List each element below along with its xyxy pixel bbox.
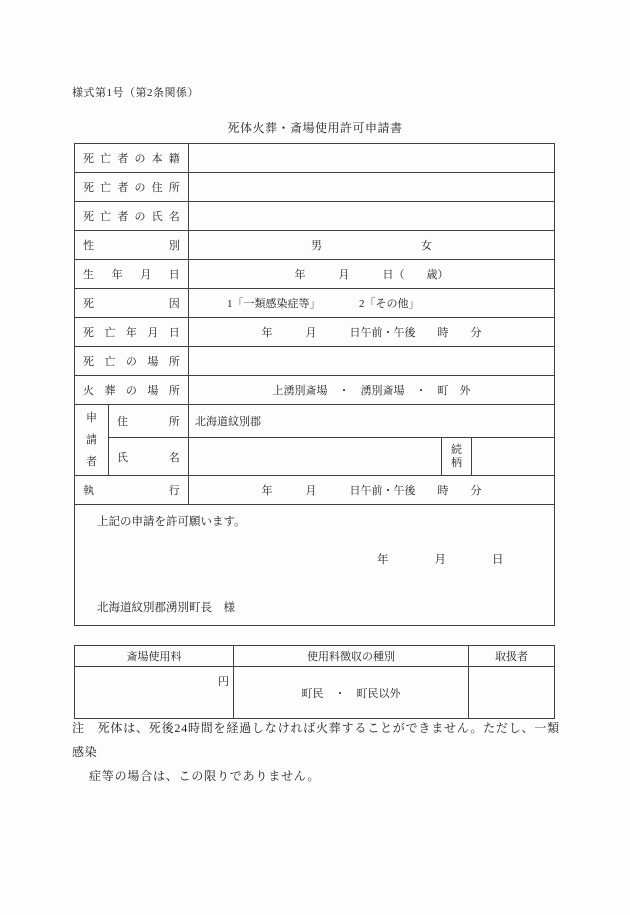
cremation-place-label: 火 葬 の 場 所 [75,376,189,405]
applicant-address-field: 北海道紋別郡 [189,405,555,438]
form-number: 様式第1号（第2条関係） [72,87,199,99]
handler-header: 取扱者 [469,646,555,667]
row-applicant-name [75,438,555,476]
birth-date-field: 年 月 日（ 歳） [189,260,555,289]
deceased-address-label: 死 亡 者 の 住 所 [75,173,189,202]
fee-table [74,645,555,719]
applicant-group-label: 申請者 [75,405,109,476]
application-table [74,143,555,626]
deceased-name-field [189,202,555,231]
document-title: 死体火葬・斎場使用許可申請書 [227,121,403,135]
handler-field [469,667,555,719]
deceased-address-field [189,173,555,202]
row-deceased-domicile [75,144,555,173]
footnote-line-2: 症等の場合は、この限りでありません。 [89,769,321,783]
row-death-place [75,347,555,376]
row-birth-date [75,260,555,289]
footnote [72,716,564,788]
row-sex [75,231,555,260]
death-place-field [189,347,555,376]
death-place-label: 死 亡 の 場 所 [75,347,189,376]
row-cremation-place [75,376,555,405]
row-request [75,505,555,626]
cremation-place-options: 上湧別斎場 ・ 湧別斎場 ・ 町 外 [189,376,555,405]
deceased-domicile-field [189,144,555,173]
request-section [75,505,555,626]
row-execution [75,476,555,505]
relationship-label: 続柄 [442,438,472,476]
applicant-name-field [189,438,442,476]
death-date-field: 年 月 日午前・午後 時 分 [189,318,555,347]
request-text: 上記の申請を許可願います。 [97,516,246,528]
fee-type-options: 町民 ・ 町民以外 [234,667,469,719]
fee-amount-field: 円 [75,667,234,719]
fee-table-body-row [75,667,555,719]
execution-label: 執 行 [75,476,189,505]
request-date-line: 年 月 日 [377,554,504,566]
deceased-domicile-label: 死 亡 者 の 本 籍 [75,144,189,173]
birth-date-label: 生 年 月 日 [75,260,189,289]
sex-label: 性 別 [75,231,189,260]
row-applicant-address [75,405,555,438]
footnote-line-1: 注 死体は、死後24時間を経過しなければ火葬することができません。ただし、一類感染 [72,721,560,759]
cause-of-death-options: 1「一類感染症等」 2「その他」 [189,289,555,318]
cause-of-death-label: 死 因 [75,289,189,318]
sex-options: 男 女 [189,231,555,260]
fee-type-header: 使用料徴収の種別 [234,646,469,667]
row-cause-of-death [75,289,555,318]
death-date-label: 死 亡 年 月 日 [75,318,189,347]
fee-header: 斎場使用料 [75,646,234,667]
fee-table-header-row [75,646,555,667]
execution-field: 年 月 日午前・午後 時 分 [189,476,555,505]
row-deceased-name [75,202,555,231]
applicant-name-label: 氏 名 [109,438,189,476]
deceased-name-label: 死 亡 者 の 氏 名 [75,202,189,231]
relationship-field [472,438,555,476]
row-death-date [75,318,555,347]
row-deceased-address [75,173,555,202]
addressee-line: 北海道紋別郡湧別町長 様 [97,602,235,614]
applicant-address-label: 住 所 [109,405,189,438]
